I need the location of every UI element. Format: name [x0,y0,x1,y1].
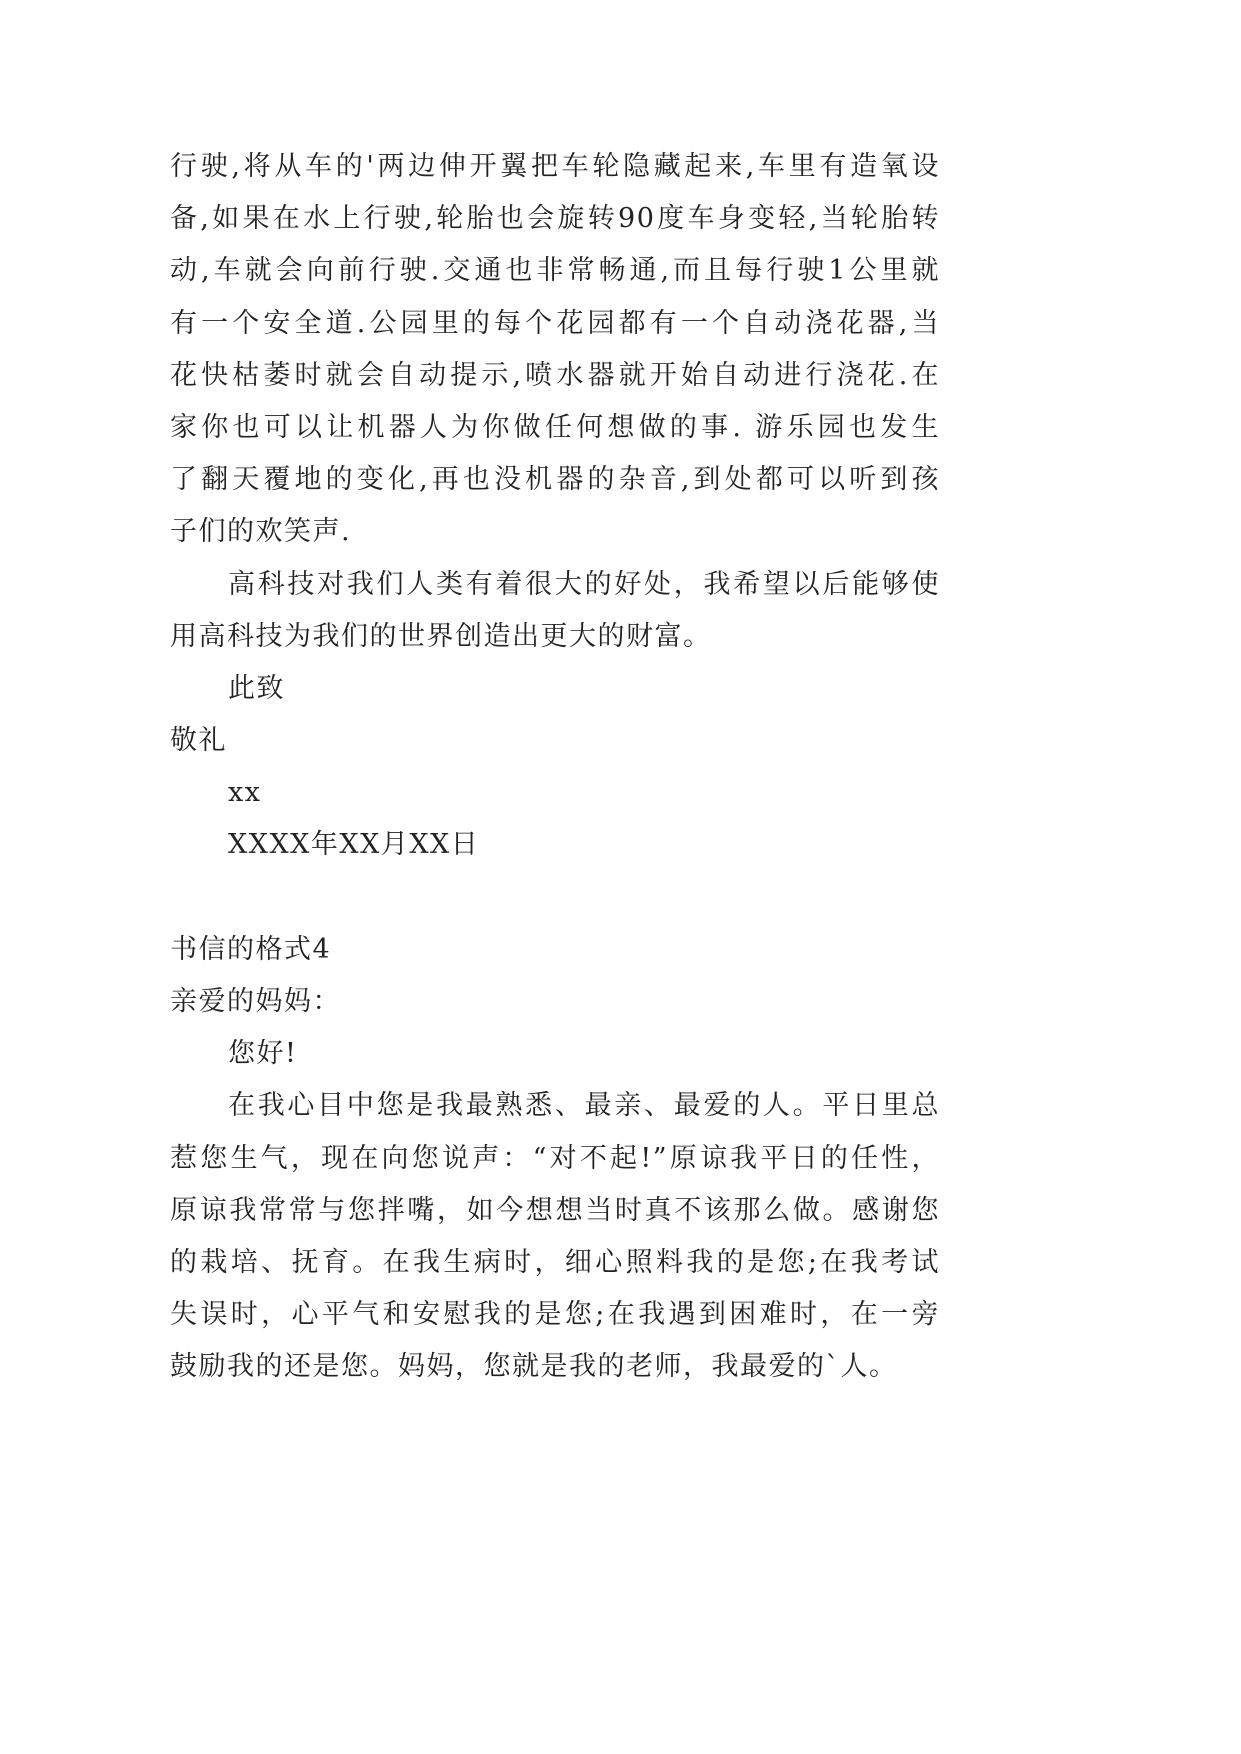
text-line: 用高科技为我们的世界创造出更大的财富。 [170,620,712,652]
text-line: 失误时，心平气和安慰我的是您;在我遇到困难时，在一旁 [170,1299,940,1331]
text-line: 子们的欢笑声. [170,516,352,548]
text-line: 高科技对我们人类有着很大的好处，我希望以后能够使 [228,568,940,600]
text-line: 鼓励我的还是您。妈妈，您就是我的老师，我最爱的`人。 [170,1351,898,1383]
text-line: 原谅我常常与您拌嘴，如今想想当时真不该那么做。感谢您 [170,1194,940,1226]
document-page [170,141,940,1394]
letter-body-paragraph [170,1080,940,1393]
letter-body-paragraph [170,141,940,559]
salutation: 亲爱的妈妈： [170,986,341,1017]
greeting: 您好! [228,1038,298,1070]
text-line: 惹您生气，现在向您说声：“对不起!”原谅我平日的任性， [170,1142,940,1174]
text-line: 动,车就会向前行驶.交通也非常畅通,而且每行驶1公里就 [170,255,940,287]
signature: xx [228,777,262,809]
closing-salute: 敬礼 [170,725,227,757]
closing-phrase: 此致 [228,672,285,704]
text-line: 家你也可以让机器人为你做任何想做的事. 游乐园也发生 [170,411,940,443]
text-line: 行驶,将从车的'两边伸开翼把车轮隐藏起来,车里有造氧设 [170,151,940,182]
letter-conclusion-paragraph [170,559,940,663]
text-line: 有一个安全道.公园里的每个花园都有一个自动浇花器,当 [170,307,940,339]
text-line: 在我心目中您是我最熟悉、最亲、最爱的人。平日里总 [228,1090,940,1122]
text-line: 的栽培、抚育。在我生病时，细心照料我的是您;在我考试 [170,1246,940,1278]
section-heading: 书信的格式4 [170,933,332,965]
blank-line [170,872,940,924]
letter-date: XXXX年XX月XX日 [228,829,480,861]
text-line: 花快枯萎时就会自动提示,喷水器就开始自动进行浇花.在 [170,359,940,391]
text-line: 备,如果在水上行驶,轮胎也会旋转90度车身变轻,当轮胎转 [170,203,940,235]
text-line: 了翻天覆地的变化,再也没机器的杂音,到处都可以听到孩 [170,464,940,496]
